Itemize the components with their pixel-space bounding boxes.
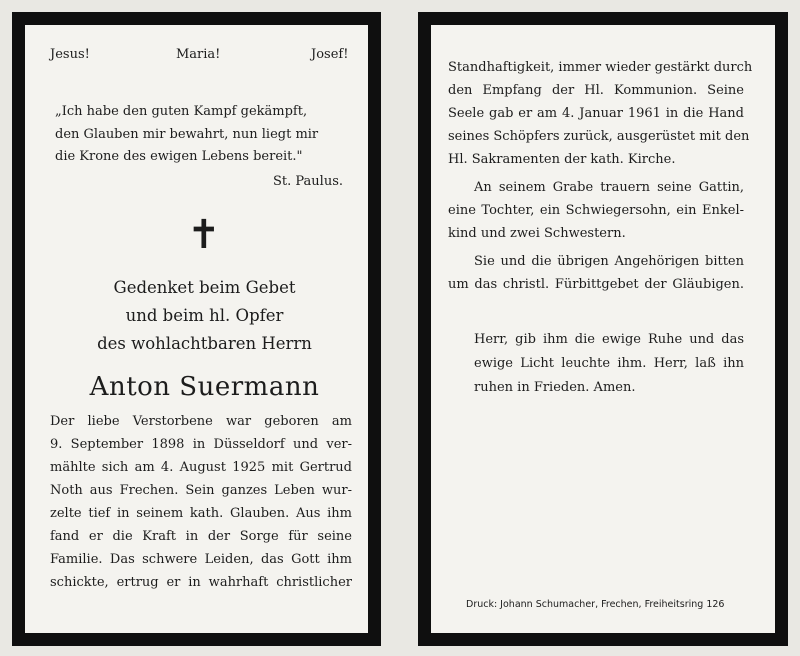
bio-line: Familie. Das schwere Leiden, das Gott ihm bbox=[50, 552, 352, 567]
deceased-name: Anton Suermann bbox=[89, 372, 320, 402]
bio-line: zelte tief in seinem kath. Glauben. Aus ihm bbox=[50, 506, 352, 521]
text-line: Seele gab er am 4. Januar 1961 in die Hand bbox=[448, 106, 744, 121]
remembrance-line: des wohlachtbaren Herrn bbox=[97, 334, 312, 353]
bio-line: Noth aus Frechen. Sein ganzes Leben wur- bbox=[50, 483, 352, 498]
text-line: kind und zwei Schwestern. bbox=[448, 226, 626, 241]
text-line: An seinem Grabe trauern seine Gattin, bbox=[474, 180, 744, 195]
printer-credit: Druck: Johann Schumacher, Frechen, Freiheitsring 126 bbox=[466, 599, 725, 610]
invocation-maria: Maria! bbox=[176, 47, 221, 62]
text-line: Sie und die übrigen Angehörigen bitten bbox=[474, 254, 744, 269]
bio-line: fand er die Kraft in der Sorge für seine bbox=[50, 529, 352, 544]
prayer-line: ewige Licht leuchte ihm. Herr, laß ihn bbox=[474, 356, 744, 371]
text-line: Standhaftigkeit, immer wieder gestärkt durch bbox=[448, 60, 753, 75]
quote-line: die Krone des ewigen Lebens bereit." bbox=[55, 149, 303, 164]
text-line: Hl. Sakramenten der kath. Kirche. bbox=[448, 152, 676, 167]
quote-line: „Ich habe den guten Kampf gekämpft, bbox=[55, 104, 308, 119]
text-line: eine Tochter, ein Schwiegersohn, ein Enkel- bbox=[448, 203, 744, 218]
invocation-josef: Josef! bbox=[311, 47, 349, 62]
bio-line: 9. September 1898 in Düsseldorf und ver- bbox=[50, 437, 352, 452]
bio-line: schickte, ertrug er in wahrhaft christlicher bbox=[50, 575, 352, 590]
remembrance-line: und beim hl. Opfer bbox=[125, 306, 284, 325]
invocation-jesus: Jesus! bbox=[50, 47, 90, 62]
bio-line: mählte sich am 4. August 1925 mit Gertrud bbox=[50, 460, 352, 475]
remembrance-line: Gedenket beim Gebet bbox=[113, 278, 296, 297]
cross-icon: ✝ bbox=[187, 212, 221, 258]
bio-line: Der liebe Verstorbene war geboren am bbox=[50, 414, 352, 429]
quote-line: den Glauben mir bewahrt, nun liegt mir bbox=[55, 127, 319, 142]
prayer-line: ruhen in Frieden. Amen. bbox=[474, 380, 636, 395]
prayer-line: Herr, gib ihm die ewige Ruhe und das bbox=[474, 332, 744, 347]
quote-source: St. Paulus. bbox=[273, 174, 344, 189]
text-line: um das christl. Fürbittgebet der Gläubigen. bbox=[448, 277, 744, 292]
text-line: den Empfang der Hl. Kommunion. Seine bbox=[448, 83, 744, 98]
text-line: seines Schöpfers zurück, ausgerüstet mit den bbox=[448, 129, 750, 144]
